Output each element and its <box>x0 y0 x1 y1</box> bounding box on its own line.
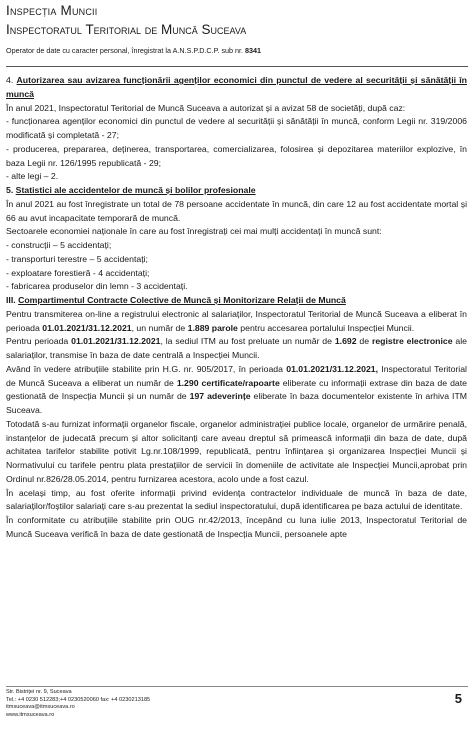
document-footer <box>6 689 150 719</box>
list-item: - transporturi terestre – 5 accidentați; <box>6 253 148 264</box>
section-4-heading <box>6 74 467 102</box>
paragraph: - funcționarea agenților economici din punctul de vedere al securității și sănătății în muncă, conform Legii nr. 319/2006 modificată și completată - 27; <box>6 116 467 140</box>
paragraph: - producerea, prepararea, deținerea, transportarea, comercializarea, folosirea și depozitarea materiilor explozive, în baza Legii nr. 126/1995 republicată - 29; <box>6 143 467 168</box>
footer-website[interactable]: www.itmsuceava.ro <box>6 711 55 718</box>
section-5-title: Statistici ale accidentelor de muncă și bolilor profesionale <box>15 185 256 195</box>
footer-email[interactable]: itmsuceava@itmsuceava.ro <box>6 704 75 711</box>
paragraph: În anul 2021 au fost înregistrate un total de 78 persoane accidentate în muncă, din care 12 au fost accidentate mortal și 66 au avut incapacitate temporară de muncă. <box>6 198 467 223</box>
section-3-title: Compartimentul Contracte Colective de Muncă și Monitorizare Relații de Muncă <box>18 295 346 305</box>
operator-number: 8341 <box>245 46 262 55</box>
footer-divider <box>6 686 468 687</box>
section-4-number: 4. <box>6 75 14 85</box>
document-header <box>6 2 468 56</box>
footer-address: Str. Bistriței nr. 9, Suceava <box>6 689 72 695</box>
institution-title: Inspecția Muncii <box>6 3 98 18</box>
paragraph: Pentru transmiterea on-line a registrului electronic al salariaților, Inspectoratul Teritorial de Muncă Suceava a eliberat în perioada 01.01.2021/31.12.2021, un număr de 1.889 parole pentru accesarea portalului Inspecției Muncii. <box>6 308 467 333</box>
paragraph: În anul 2021, Inspectoratul Teritorial de Muncă Suceava a autorizat și a avizat 58 de societăți, după caz: <box>6 102 406 113</box>
paragraph: - alte legi – 2. <box>6 171 59 182</box>
paragraph: Totodată s-au furnizat informații organelor fiscale, organelor administrației publice locale, organelor de urmărire penală, instanțelor de judecată precum și altor solicitanți care aveau dreptul să primească informații din baza de date, după achitatea tarifelor stabilite potivit Lg.nr.108/1999, republicată, pentru înființarea și organizarea Inspecției Muncii și Normativului cu tarifele pentru plata prestațiilor de servicii în domeniile de activitate ale Inspecției Muncii,aprobat prin Ordinul nr.826/28.05.2014, pentru furnizarea acestora, acolo unde a fost cazul. <box>6 418 467 484</box>
paragraph: Având în vedere atribuțiile stabilite prin H.G. nr. 905/2017, în perioada 01.01.2021/31.12.2021, Inspectoratul Teritorial de Muncă Suceava a eliberat un număr de 1.290 certificate/rapoarte eliberate cu informații extrase din baza de date gestionată de Inspecția Muncii și un număr de 197 adeverințe eliberate în baza documentelor existente în arhiva ITM Suceava. <box>6 363 468 415</box>
section-5-number: 5. <box>6 185 14 195</box>
section-3-heading <box>6 294 467 308</box>
page-number: 5 <box>454 691 462 706</box>
paragraph: Sectoarele economiei naționale în care au fost înregistrați cei mai mulți accidentați în muncă sunt: <box>6 226 382 237</box>
paragraph: În același timp, au fost oferite informații privind evidența contractelor individuale de muncă în baza de date, salariaților/foștilor salariați care s-au prezentat la sediul inspectoratului, după identificarea pe baza actului de identitate. <box>6 487 467 512</box>
section-4-title: Autorizarea sau avizarea funcționării agenților economici din punctul de vedere al securității și sănătății în muncă <box>6 75 467 99</box>
footer-phone: Tel.: +4 0230 512283;+4 0230520060 fax: +4 0230213185 <box>6 696 151 703</box>
institution-subtitle: Inspectoratul Teritorial de Muncă Suceava <box>6 22 247 37</box>
list-item: - construcții – 5 accidentați; <box>6 240 112 250</box>
operator-text: Operator de date cu caracter personal, înregistrat la A.N.S.P.D.C.P. sub nr. <box>6 46 244 55</box>
section-5-heading <box>6 184 467 198</box>
paragraph: Pentru perioada 01.01.2021/31.12.2021, la sediul ITM au fost preluate un număr de 1.692 de registre electronice ale salariaților, transmise în baza de date centrală a Inspecției Muncii. <box>6 336 467 360</box>
paragraph: În conformitate cu atribuțiile stabilite prin OUG nr.42/2013, începând cu luna iulie 2013, Inspectoratul Teritorial de Muncă Suceava verifică în baza de date gestionată de Inspecția Muncii, persoanele apte <box>6 515 467 539</box>
operator-note <box>6 46 468 56</box>
list-item: - exploatare forestieră - 4 accidentați; <box>6 267 150 278</box>
header-divider <box>6 66 468 67</box>
list-item: - fabricarea produselor din lemn - 3 accidentați. <box>6 281 188 292</box>
document-body <box>6 74 467 542</box>
section-3-number: III. <box>6 295 16 305</box>
